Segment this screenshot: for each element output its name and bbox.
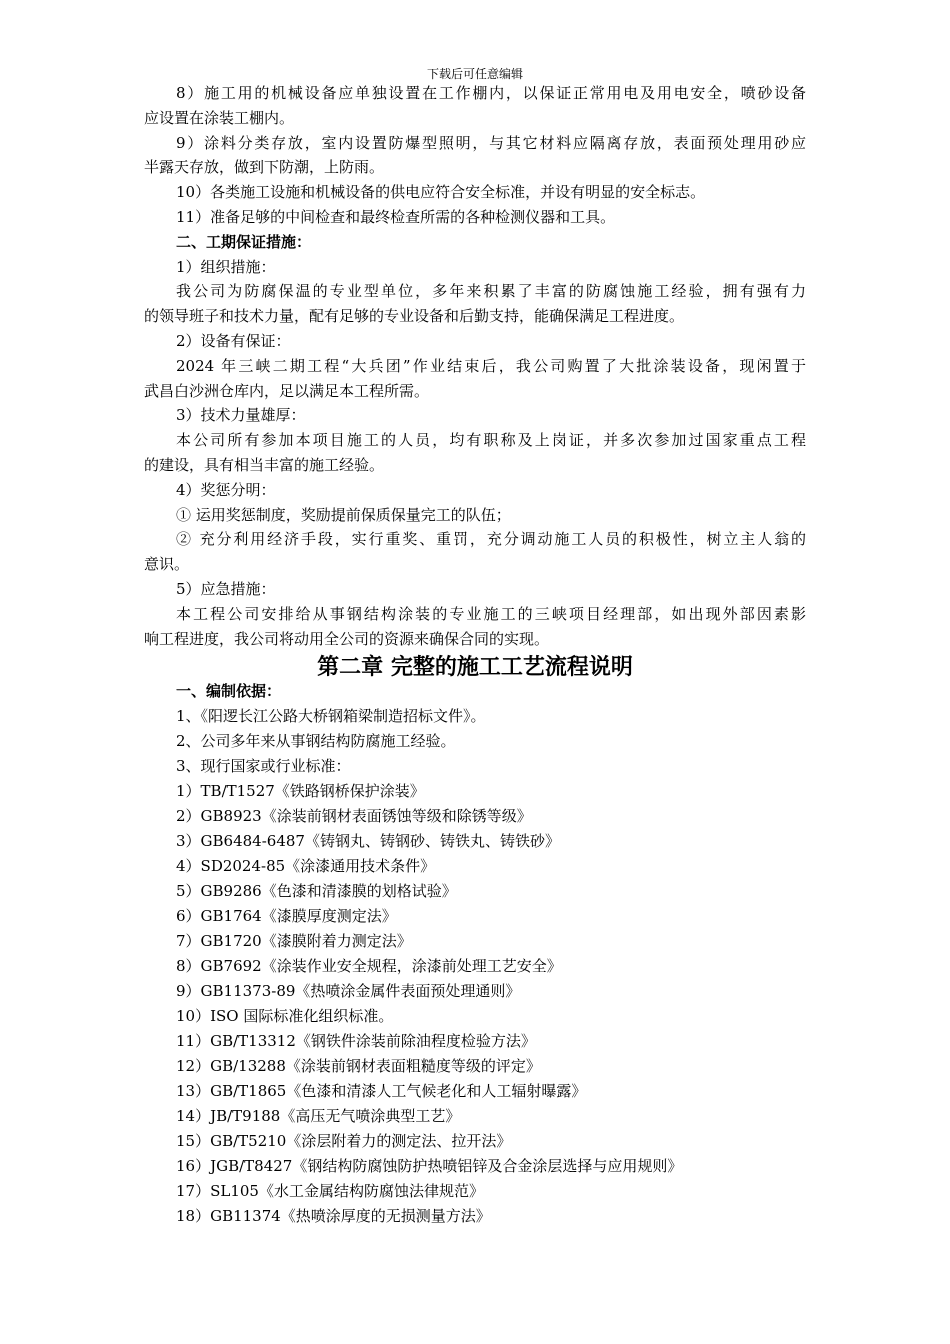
list-item: 9）GB11373-89《热喷涂金属件表面预处理通则》 bbox=[176, 982, 521, 1000]
paragraph-line: 本工程公司安排给从事钢结构涂装的专业施工的三峡项目经理部，如出现外部因素影 bbox=[176, 604, 806, 623]
paragraph-line: ② 充分利用经济手段，实行重奖、重罚，充分调动施工人员的积极性，树立主人翁的 bbox=[176, 530, 806, 549]
list-item: 15）GB/T5210《涂层附着力的测定法、拉开法》 bbox=[176, 1132, 512, 1150]
paragraph-line: 5）应急措施： bbox=[176, 580, 276, 598]
paragraph-line: 4）奖惩分明： bbox=[176, 480, 276, 499]
list-item: 4）SD2024-85《涂漆通用技术条件》 bbox=[176, 857, 436, 875]
list-item: 3、现行国家或行业标准： bbox=[176, 757, 351, 775]
paragraph-line: 10）各类施工设施和机械设备的供电应符合安全标准，并设有明显的安全标志。 bbox=[176, 183, 706, 202]
list-item: 11）GB/T13312《钢铁件涂装前除油程度检验方法》 bbox=[176, 1032, 536, 1050]
paragraph-line: 半露天存放，做到下防潮，上防雨。 bbox=[144, 158, 385, 177]
paragraph-line: 武昌白沙洲仓库内，足以满足本工程所需。 bbox=[144, 381, 430, 400]
paragraph-line: 1）组织措施： bbox=[176, 257, 276, 276]
list-item: 7）GB1720《漆膜附着力测定法》 bbox=[176, 932, 412, 950]
page-header: 下载后可任意编辑 bbox=[426, 67, 523, 81]
list-item: 18）GB11374《热喷涂厚度的无损测量方法》 bbox=[176, 1207, 491, 1225]
paragraph-line: 响工程进度，我公司将动用全公司的资源来确保合同的实现。 bbox=[144, 629, 550, 648]
section-heading: 二、工期保证措施： bbox=[176, 232, 312, 251]
list-item: 1、《阳逻长江公路大桥钢箱梁制造招标文件》。 bbox=[176, 707, 486, 725]
list-item: 14）JB/T9188《高压无气喷涂典型工艺》 bbox=[176, 1107, 461, 1125]
paragraph-line: 我公司为防腐保温的专业型单位，多年来积累了丰富的防腐蚀施工经验，拥有强有力 bbox=[176, 282, 806, 301]
paragraph-line: 的建设，具有相当丰富的施工经验。 bbox=[144, 456, 385, 474]
paragraph-line: 9）涂料分类存放，室内设置防爆型照明，与其它材料应隔离存放，表面预处理用砂应 bbox=[176, 133, 806, 152]
list-item: 2）GB8923《涂装前钢材表面锈蚀等级和除锈等级》 bbox=[176, 807, 532, 825]
list-item: 13）GB/T1865《色漆和清漆人工气候老化和人工辐射曝露》 bbox=[176, 1082, 587, 1100]
paragraph-line: 3）技术力量雄厚： bbox=[176, 406, 306, 425]
paragraph-line: 意识。 bbox=[144, 555, 190, 574]
section-heading: 一、编制依据： bbox=[176, 682, 282, 700]
list-item: 6）GB1764《漆膜厚度测定法》 bbox=[176, 907, 397, 925]
paragraph-line: 2024 年三峡二期工程“大兵团”作业结束后，我公司购置了大批涂装设备，现闲置于 bbox=[176, 356, 806, 375]
list-item: 10）ISO 国际标准化组织标准。 bbox=[176, 1007, 394, 1025]
list-item: 8）GB7692《涂装作业安全规程，涂漆前处理工艺安全》 bbox=[176, 957, 562, 975]
list-item: 16）JGB/T8427《钢结构防腐蚀防护热喷铝锌及合金涂层选择与应用规则》 bbox=[176, 1157, 683, 1175]
list-item: 3）GB6484-6487《铸钢丸、铸钢砂、铸铁丸、铸铁砂》 bbox=[176, 832, 560, 850]
paragraph-line: 11）准备足够的中间检查和最终检查所需的各种检测仪器和工具。 bbox=[176, 208, 616, 226]
list-item: 1）TB/T1527《铁路钢桥保护涂装》 bbox=[176, 782, 425, 800]
list-item: 5）GB9286《色漆和清漆膜的划格试验》 bbox=[176, 882, 457, 900]
paragraph-line: ① 运用奖惩制度，奖励提前保质保量完工的队伍； bbox=[176, 505, 511, 524]
list-item: 12）GB/13288《涂装前钢材表面粗糙度等级的评定》 bbox=[176, 1057, 541, 1075]
list-item: 17）SL105《水工金属结构防腐蚀法律规范》 bbox=[176, 1182, 484, 1200]
list-item: 2、公司多年来从事钢结构防腐施工经验。 bbox=[176, 732, 456, 750]
paragraph-line: 本公司所有参加本项目施工的人员，均有职称及上岗证，并多次参加过国家重点工程 bbox=[176, 431, 806, 450]
paragraph-line: 2）设备有保证： bbox=[176, 332, 291, 350]
paragraph-line: 应设置在涂装工棚内。 bbox=[144, 108, 295, 127]
chapter-title: 第二章 完整的施工工艺流程说明 bbox=[317, 654, 633, 680]
paragraph-line: 8）施工用的机械设备应单独设置在工作棚内，以保证正常用电及用电安全，喷砂设备 bbox=[176, 84, 806, 102]
paragraph-line: 的领导班子和技术力量，配有足够的专业设备和后勤支持，能确保满足工程进度。 bbox=[144, 307, 685, 326]
